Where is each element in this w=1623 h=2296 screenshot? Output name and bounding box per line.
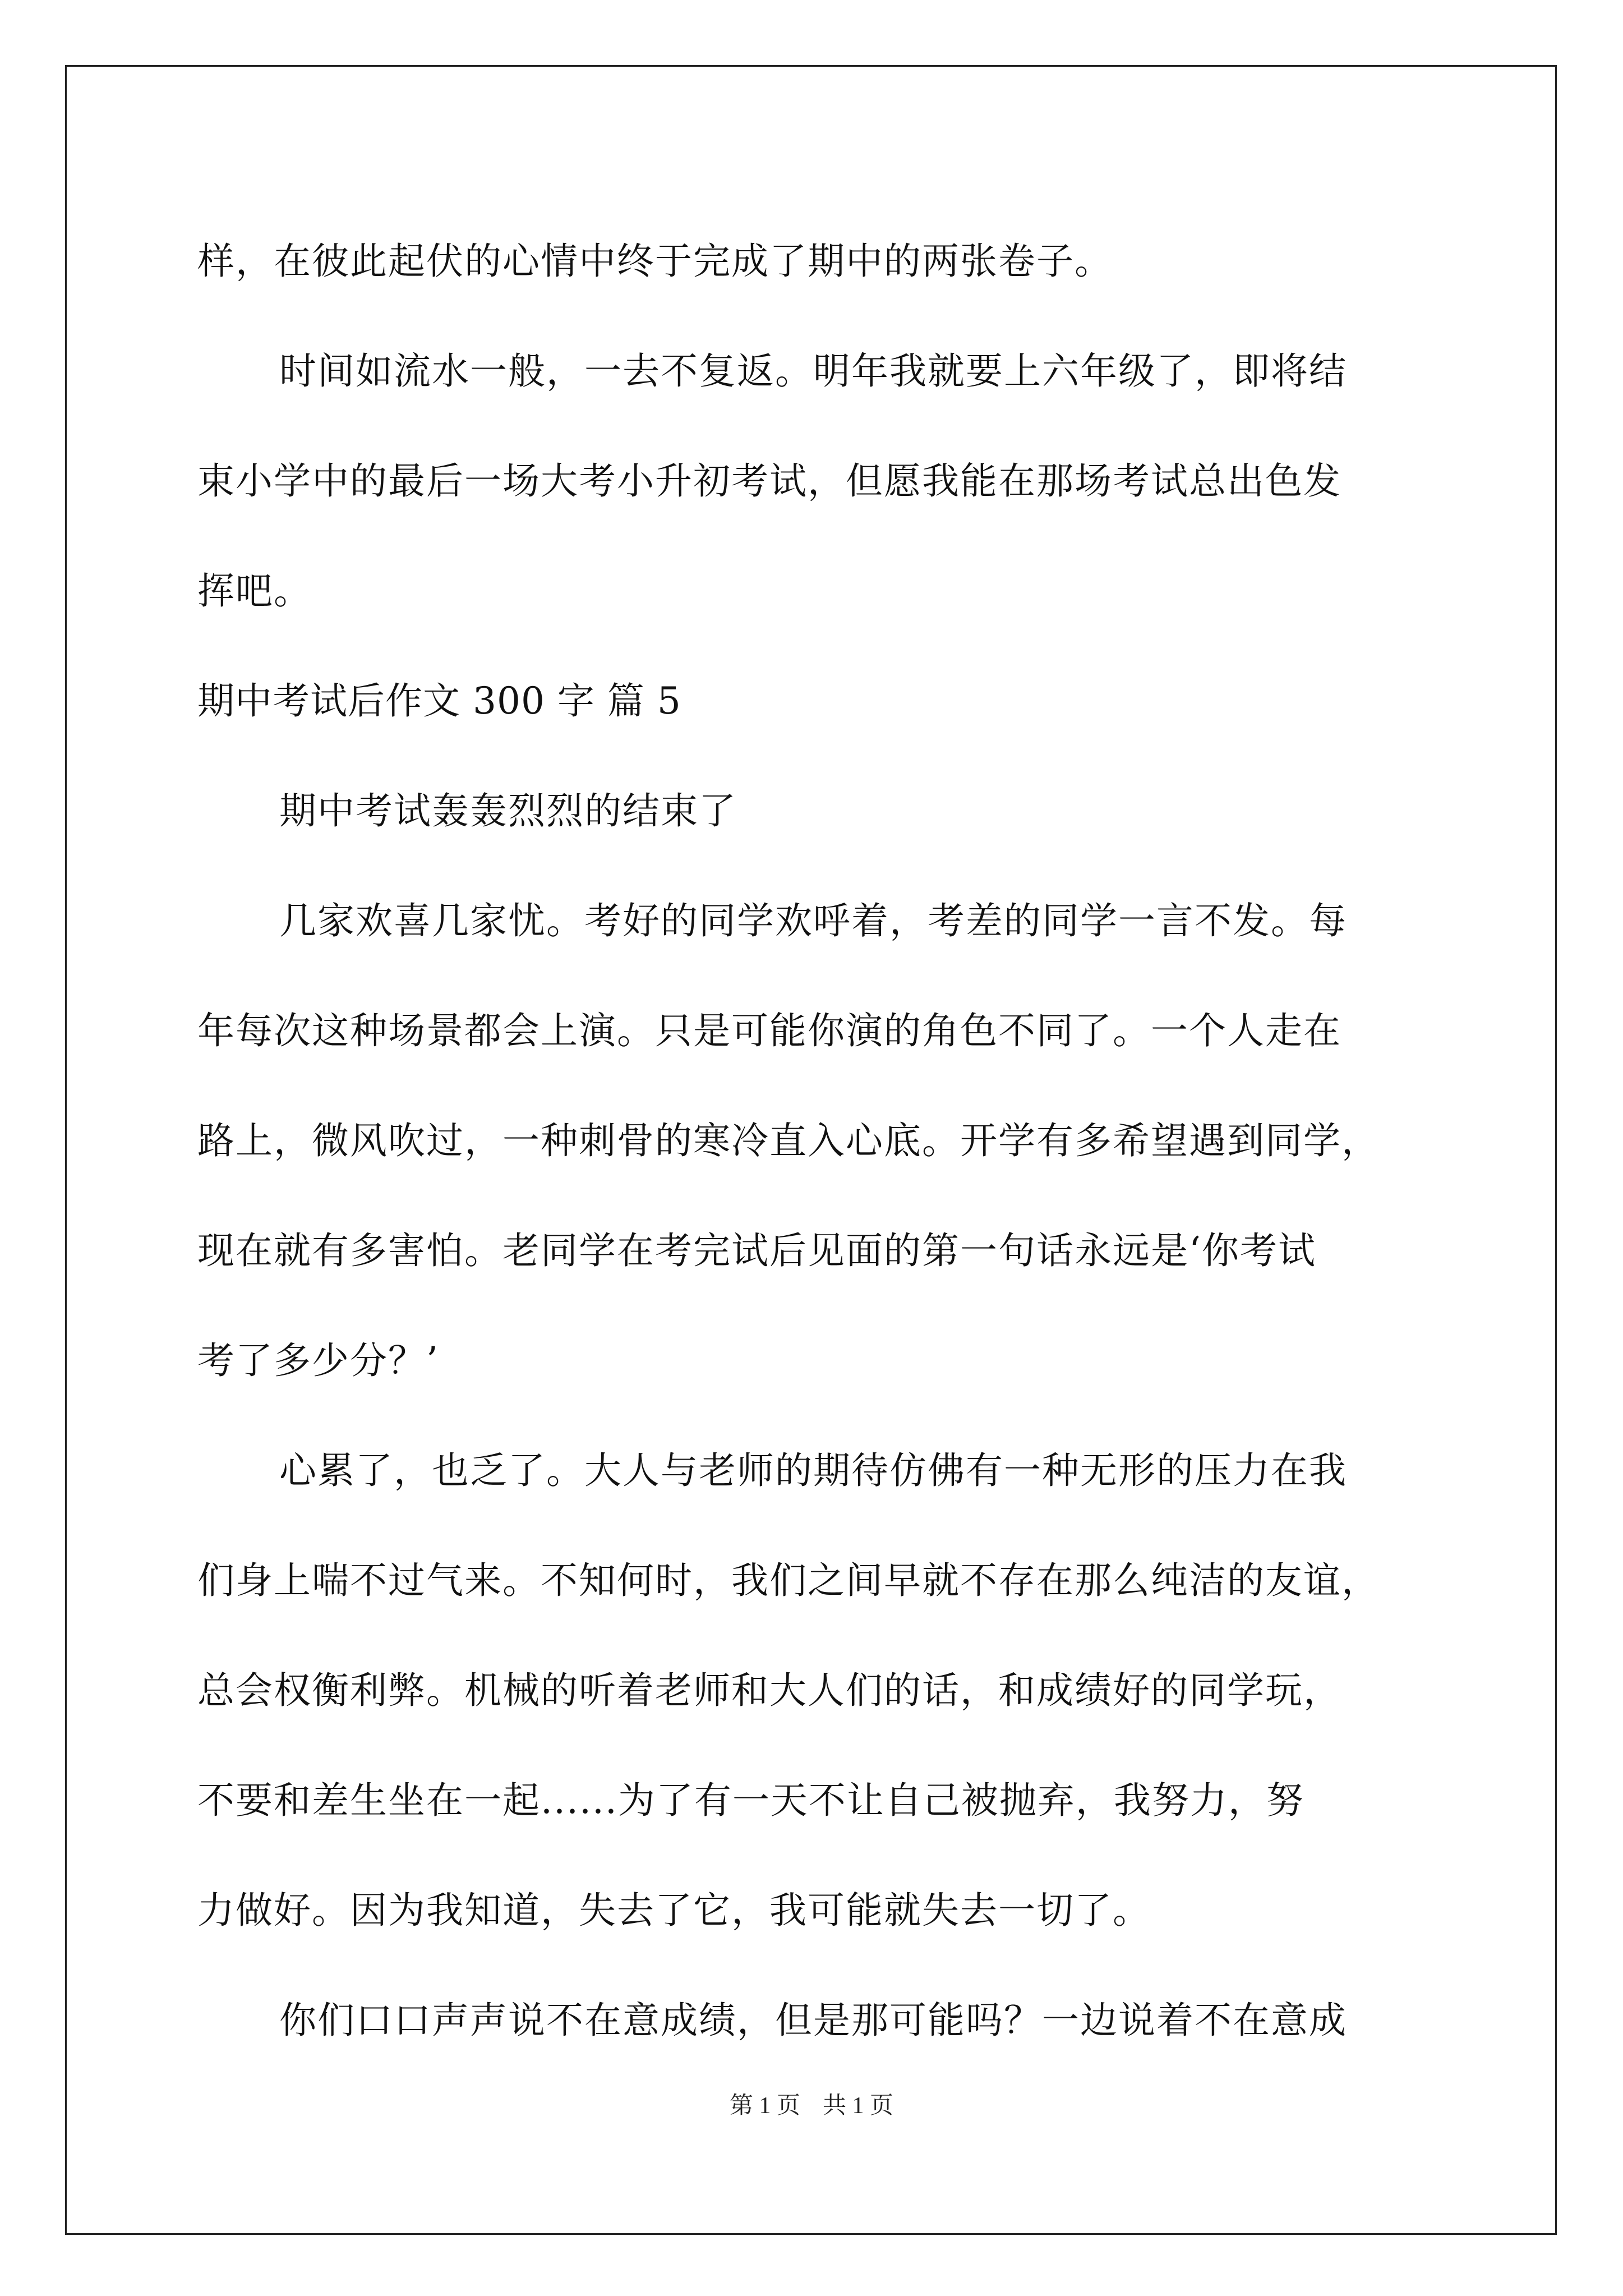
paragraph-first-line: 心累了，也乏了。大人与老师的期待仿佛有一种无形的压力在我	[279, 1449, 1347, 1492]
text-line-continuation: 样，在彼此起伏的心情中终于完成了期中的两张卷子。	[197, 240, 1113, 283]
document-body	[197, 206, 1437, 2076]
text-line: 总会权衡利弊。机械的听着老师和大人们的话，和成绩好的同学玩，	[197, 1669, 1341, 1712]
page-footer	[0, 2089, 1623, 2123]
text-line: 力做好。因为我知道，失去了它，我可能就失去一切了。	[197, 1889, 1151, 1932]
paragraph-first-line: 期中考试轰轰烈烈的结束了	[279, 789, 737, 832]
paragraph-first-line: 你们口口声声说不在意成绩，但是那可能吗？一边说着不在意成	[279, 1999, 1347, 2042]
text-line: 们身上喘不过气来。不知何时，我们之间早就不存在那么纯洁的友谊，	[197, 1559, 1380, 1602]
text-line: 现在就有多害怕。老同学在考完试后见面的第一句话永远是‘你考试	[197, 1229, 1316, 1272]
text-line: 考了多少分？’	[197, 1339, 439, 1382]
text-line: 挥吧。	[197, 569, 312, 613]
paragraph-first-line: 时间如流水一般，一去不复返。明年我就要上六年级了，即将结	[279, 349, 1347, 393]
text-line: 路上，微风吹过，一种刺骨的寒冷直入心底。开学有多希望遇到同学，	[197, 1119, 1380, 1162]
text-line: 束小学中的最后一场大考小升初考试，但愿我能在那场考试总出色发	[197, 459, 1341, 503]
text-line: 不要和差生坐在一起......为了有一天不让自己被抛弃，我努力，努	[197, 1779, 1304, 1822]
paragraph-first-line: 几家欢喜几家忧。考好的同学欢呼着，考差的同学一言不发。每	[279, 899, 1347, 942]
text-line: 年每次这种场景都会上演。只是可能你演的角色不同了。一个人走在	[197, 1009, 1341, 1052]
page-number-current: 第 1 页	[729, 2093, 800, 2119]
page-number-total: 共 1 页	[823, 2093, 894, 2119]
section-title: 期中考试后作文 300 字 篇 5	[197, 679, 681, 723]
